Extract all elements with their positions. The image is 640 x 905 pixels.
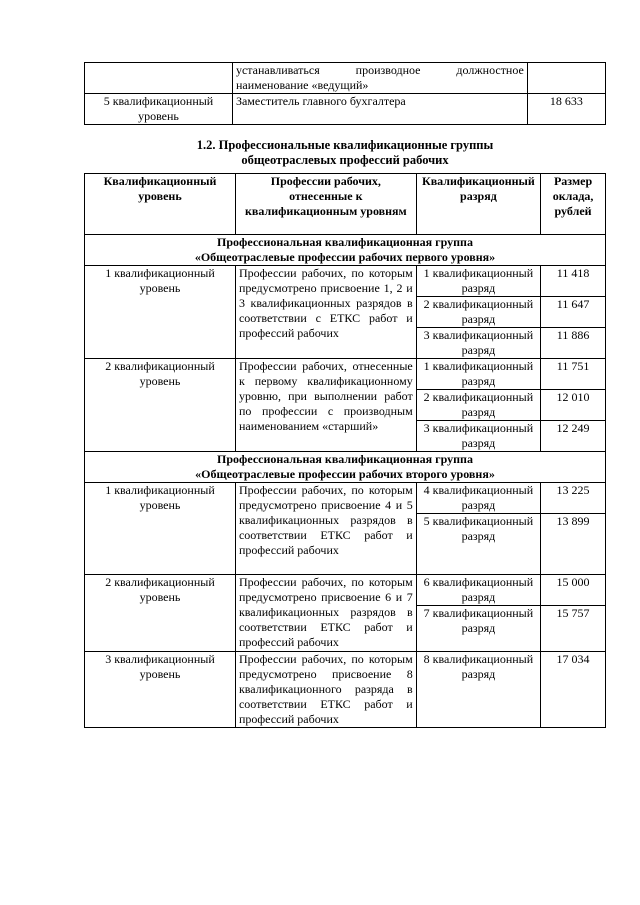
table-row <box>85 483 606 514</box>
salary-cell: 11 751 <box>541 359 606 390</box>
description-cell: Профессии рабочих, по которым предусмотрено присвоение 1, 2 и 3 квалификационных разрядов в соответствии с ЕТКС работ и профессий рабочих <box>235 266 416 359</box>
level-cell: 1 квалификационный уровень <box>85 483 236 575</box>
salary-table <box>84 173 606 728</box>
section-title <box>84 138 606 168</box>
position-cell: устанавливаться производное должностное наименование «ведущий» <box>232 63 527 94</box>
rank-cell: 4 квалификационный разряд <box>416 483 540 514</box>
salary-cell: 15 757 <box>541 606 606 652</box>
group-title-line: «Общеотраслевые профессии рабочих второго уровня» <box>195 467 495 481</box>
table-row <box>85 266 606 297</box>
group-row <box>85 452 606 483</box>
table-header-row <box>85 174 606 235</box>
salary-cell: 15 000 <box>541 575 606 606</box>
table-cell <box>85 63 233 94</box>
header-rank: Квалификационный разряд <box>416 174 540 235</box>
salary-cell: 12 249 <box>541 421 606 452</box>
rank-cell: 7 квалификационный разряд <box>416 606 540 652</box>
salary-cell: 13 899 <box>541 514 606 575</box>
level-cell: 2 квалификационный уровень <box>85 575 236 652</box>
description-cell: Профессии рабочих, по которым предусмотрено присвоение 6 и 7 квалификационных разрядов в соответствии ЕТКС работ и профессий рабочих <box>235 575 416 652</box>
table-row <box>85 94 606 125</box>
table-row <box>85 359 606 390</box>
table-row <box>85 652 606 728</box>
rank-cell: 5 квалификационный разряд <box>416 514 540 575</box>
rank-cell: 1 квалификационный разряд <box>416 359 540 390</box>
rank-cell: 3 квалификационный разряд <box>416 328 540 359</box>
group-title-line: «Общеотраслевые профессии рабочих первого уровня» <box>194 250 496 264</box>
group-title <box>85 235 606 266</box>
salary-cell: 17 034 <box>541 652 606 728</box>
description-cell: Профессии рабочих, по которым предусмотрено присвоение 4 и 5 квалификационных разрядов в соответствии ЕТКС работ и профессий рабочих <box>235 483 416 575</box>
salary-cell: 11 886 <box>541 328 606 359</box>
header-salary: Размер оклада, рублей <box>541 174 606 235</box>
table-row <box>85 575 606 606</box>
rank-cell: 3 квалификационный разряд <box>416 421 540 452</box>
salary-cell: 11 418 <box>541 266 606 297</box>
top-table <box>84 62 606 125</box>
table-row <box>85 63 606 94</box>
description-cell: Профессии рабочих, отнесенные к первому квалификационному уровню, при выполнении работ по профессии с производным наименованием «старший» <box>235 359 416 452</box>
salary-cell: 18 633 <box>527 94 605 125</box>
salary-cell: 11 647 <box>541 297 606 328</box>
rank-cell: 8 квалификационный разряд <box>416 652 540 728</box>
header-professions: Профессии рабочих, отнесенные к квалификационным уровням <box>235 174 416 235</box>
group-row <box>85 235 606 266</box>
group-title-line: Профессиональная квалификационная группа <box>217 452 473 466</box>
group-title-line: Профессиональная квалификационная группа <box>217 235 473 249</box>
salary-cell: 12 010 <box>541 390 606 421</box>
rank-cell: 1 квалификационный разряд <box>416 266 540 297</box>
section-title-line: общеотраслевых профессий рабочих <box>241 153 449 167</box>
rank-cell: 2 квалификационный разряд <box>416 390 540 421</box>
section-title-line: 1.2. Профессиональные квалификационные группы <box>196 138 494 152</box>
position-cell: Заместитель главного бухгалтера <box>232 94 527 125</box>
header-level: Квалификационный уровень <box>85 174 236 235</box>
level-cell: 2 квалификационный уровень <box>85 359 236 452</box>
level-cell: 3 квалификационный уровень <box>85 652 236 728</box>
level-cell: 1 квалификационный уровень <box>85 266 236 359</box>
description-cell: Профессии рабочих, по которым предусмотрено присвоение 8 квалификационного разряда в соответствии ЕТКС работ и профессий рабочих <box>235 652 416 728</box>
salary-cell: 13 225 <box>541 483 606 514</box>
rank-cell: 6 квалификационный разряд <box>416 575 540 606</box>
level-cell: 5 квалификационный уровень <box>85 94 233 125</box>
rank-cell: 2 квалификационный разряд <box>416 297 540 328</box>
table-cell <box>527 63 605 94</box>
group-title <box>85 452 606 483</box>
